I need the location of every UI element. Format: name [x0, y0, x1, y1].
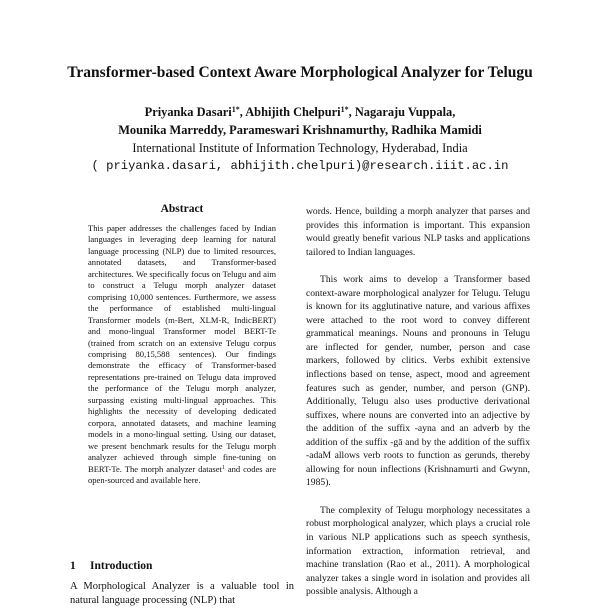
- author-line-2: Mounika Marreddy, Parameswari Krishnamurthy, Radhika Mamidi: [118, 123, 482, 137]
- abstract-heading: Abstract: [160, 203, 204, 215]
- author-block: [0, 103, 600, 175]
- body-paragraph: words. Hence, building a morph analyzer that parses and provides this information is important. This expansion would greatly benefit various NLP tasks and applications tailored to Indian languages.: [306, 206, 530, 258]
- author-separator: ,: [348, 105, 355, 119]
- body-paragraph: [306, 504, 530, 599]
- author-mark: 1*: [231, 105, 240, 114]
- body-paragraph-text: This work aims to develop a Transformer based context-aware morphological analyzer for Telugu. Telugu is known for its agglutinative nature, and various affixes were attached to the root word to convey different grammatical meanings. Nouns and pronouns in Telugu are inflected for gender, number, person and case markers, followed by clitics. Verbs exhibit extensive inflections based on tense, aspect, mood and agreement features such as gender, number, and person (GNP). Additionally, Telugu also uses productive derivational suffixes, where nouns are converted into an adjective by the addition of the suffix -ayna and an adverb by the addition of the suffix -gā and by the addition of the suffix -adaM allows verb roots to function as gerunds, thereby allowing for noun inflections (Krishnamurti and Gwynn, 1985).: [306, 274, 530, 489]
- body-paragraph-text: The complexity of Telugu morphology necessitates a robust morphological analyzer, which plays a crucial role in various NLP applications such as speech synthesis, information extraction, information retrieval, and machine translation (Rao et al., 2011). A morphological analyzer takes a single word in isolation and provides all possible analysis. Although a: [306, 504, 530, 598]
- affiliation: International Institute of Information Technology, Hyderabad, India: [132, 141, 468, 155]
- author-emails: ( priyanka.dasari, abhijith.chelpuri)@research.iiit.ac.in: [91, 159, 509, 173]
- section-title: Introduction: [90, 560, 153, 572]
- author-mark: 1*: [340, 105, 349, 114]
- paper-title: Transformer-based Context Aware Morphological Analyzer for Telugu: [67, 64, 533, 81]
- abstract-text: [88, 223, 276, 486]
- body-paragraph: [306, 273, 530, 490]
- author-separator: ,: [239, 105, 246, 119]
- section-heading-introduction: [70, 558, 152, 574]
- section-number: 1: [70, 560, 76, 572]
- left-column: [82, 201, 282, 486]
- author-line-1: [0, 103, 600, 121]
- abstract-body: This paper addresses the challenges faced by Indian languages in leveraging deep learning for natural language processing (NLP) due to limited resources, annotated datasets, and Transformer-based architectures. We specifically focus on Telugu and aim to construct a Telugu morph analyzer dataset comprising 10,000 sentences. Furthermore, we assess the performance of established multi-lingual Transformer models (m-Bert, XLM-R, IndicBERT) and mono-lingual Transformer model BERT-Te (trained from scratch on an extensive Telugu corpus comprising 80,15,588 sentences). Our findings demonstrate the efficacy of Transformer-based representations pre-trained on Telugu data improved the performance of the Telugu morph analyzer, surpassing existing multi-lingual approaches. This highlights the necessity of developing dedicated corpora, annotated datasets, and machine learning models in a mono-lingual setting. Using our dataset, we present benchmark results for the Telugu morph analyzer achieved through simple fine-tuning on BERT-Te. The morph analyzer dataset: [88, 223, 276, 474]
- author-name: Nagaraju Vuppala,: [354, 105, 456, 119]
- abstract-body-end: and codes are open-sourced and available here.: [88, 463, 276, 485]
- right-column: [306, 205, 530, 613]
- author-name: Priyanka Dasari: [144, 105, 232, 119]
- author-name: Abhijith Chelpuri: [245, 105, 341, 119]
- introduction-paragraph: A Morphological Analyzer is a valuable tool in natural language processing (NLP) that: [70, 581, 294, 606]
- footnote-mark: 1: [221, 464, 225, 471]
